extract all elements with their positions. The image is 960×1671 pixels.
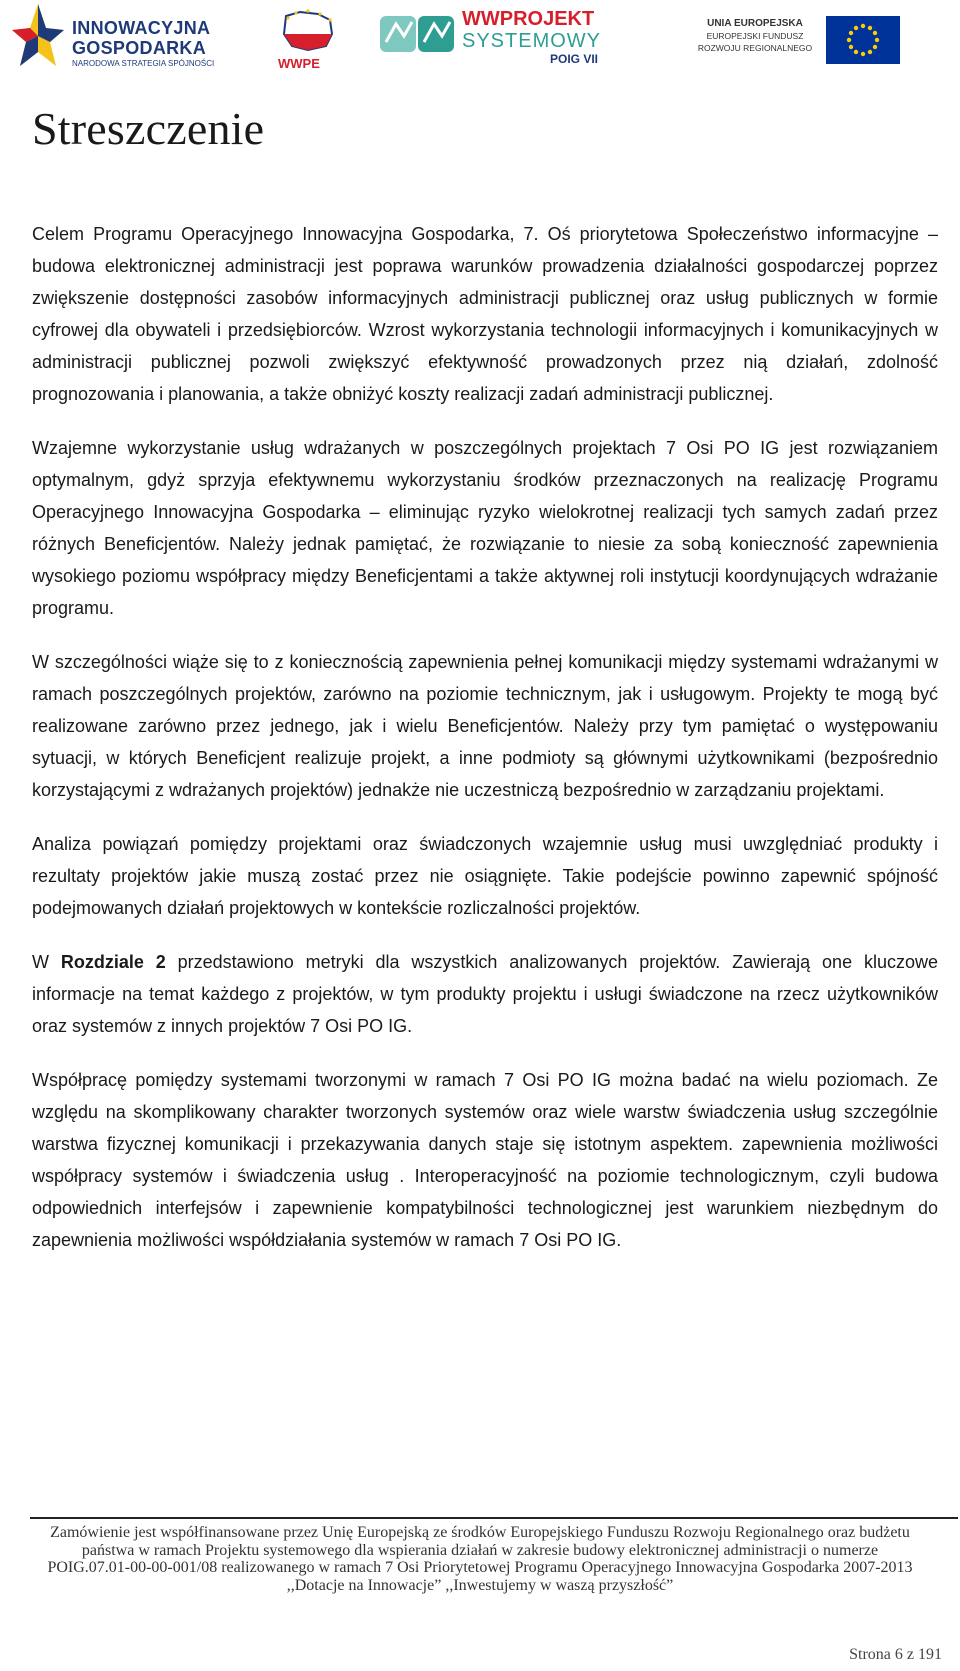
wwp-logo-line1: WWPROJEKT [462,8,595,30]
wwp-logo-line2: SYSTEMOWY [462,30,602,52]
paragraph-6: Współpracę pomiędzy systemami tworzonymi w ramach 7 Osi PO IG można badać na wielu poziomach. Ze względu na skomplikowany charakter tworzonych systemów oraz wiele warstw świadczenia usług szczególnie warstwa fizycznej komunikacji i przekazywania danych staje się istotnym aspektem. zapewnienia możliwości współpracy systemów i świadczenia usług . Interoperacyjność na poziomie technologicznym, czyli budowa odpowiednich interfejsów i zapewnienie kompatybilności technologicznej jest warunkiem niezbędnym do zapewnienia możliwości współdziałania systemów w ramach 7 Osi PO IG. [32,1070,938,1250]
page-number: Strona 6 z 191 [849,1646,942,1663]
poland-map-icon [278,8,338,52]
paragraph-2: Wzajemne wykorzystanie usług wdrażanych w poszczególnych projektach 7 Osi PO IG jest rozwiązaniem optymalnym, gdyż sprzyja efektywnemu wykorzystaniu środków przeznaczonych na realizację Programu Operacyjnego Innowacyjna Gospodarka – eliminując ryzyko wielokrotnej realizacji tych samych zadań przez różnych Beneficjentów. Należy jednak pamiętać, że rozwiązanie to niesie za sobą konieczność zapewnienia wysokiego poziomu współpracy między Beneficjentami a także aktywnej roli instytucji koordynujących wdrażanie programu. [32,438,938,618]
paragraph-5 [32,946,938,1042]
footer-divider [30,1517,958,1519]
wwpe-logo-text: WWPE [278,56,320,71]
ig-logo-line1: INNOWACYJNA [72,18,211,38]
paragraph-3: W szczególności wiąże się to z koniecznością zapewnienia pełnej komunikacji między systemami wdrażanymi w ramach poszczególnych projektów, zarówno na poziomie technicznym, jak i usługowym. Projekty te mogą być realizowane zarówno przez jednego, jak i wielu Beneficjentów. Należy przy tym pamiętać o występowaniu sytuacji, w których Beneficjent realizuje projekt, a inne podmioty są głównymi użytkownikami (bezpośrednio korzystającymi z wdrażanych projektów) jednakże nie uczestniczą bezpośrednio w zarządzaniu projektami. [32,652,938,800]
innowacyjna-gospodarka-logo [8,2,233,72]
document-body [32,218,938,1278]
eu-logo-line3: ROZWOJU REGIONALNEGO [697,43,813,53]
ig-logo-line2: GOSPODARKA [72,38,207,58]
page-title: Streszczenie [32,103,265,154]
paragraph-5-rest: przedstawiono metryki dla wszystkich analizowanych projektów. Zawierają one kluczowe informacje na temat każdego z projektów, w tym produkty projektu i usługi świadczone na rzecz użytkowników oraz systemów z innych projektów 7 Osi PO IG. [32,952,938,1036]
paragraph-5-lead: W [32,952,61,972]
eu-logo-line1: UNIA EUROPEJSKA [707,18,803,29]
eu-logo [690,16,940,64]
wwp-projekt-logo [380,6,625,70]
paragraph-1: Celem Programu Operacyjnego Innowacyjna Gospodarka, 7. Oś priorytetowa Społeczeństwo informacyjne – budowa elektronicznej administracji jest poprawa warunków prowadzenia działalności gospodarczej poprzez zwiększenie dostępności zasobów informacyjnych administracji publicznej oraz usług publicznych w formie cyfrowej dla obywateli i przedsiębiorców. Wzrost wykorzystania technologii informacyjnych i komunikacyjnych w administracji publicznej pozwoli zwiększyć efektywność prowadzonych przez nią działań, zdolność prognozowania i planowania, a także obniżyć koszty realizacji zadań administracji publicznej. [32,224,938,404]
eu-flag-icon [826,16,900,64]
paragraph-4: Analiza powiązań pomiędzy projektami oraz świadczonych wzajemnie usług musi uwzględniać produkty i rezultaty projektów jakie muszą zostać przez nie osiągnięte. Takie podejście powinno zapewnić spójność podejmowanych działań projektowych w kontekście rozliczalności projektów. [32,834,938,918]
eu-logo-line2: EUROPEJSKI FUNDUSZ [706,31,804,41]
star-emblem-icon [8,2,66,72]
ig-logo-line3: NARODOWA STRATEGIA SPÓJNOŚCI [72,59,215,68]
wwpe-logo [274,8,344,72]
header-logos [0,0,960,80]
wwp-mark-icon [380,12,456,56]
wwp-logo-line3: POIG VII [550,52,599,66]
footer-funding-note: Zamówienie jest współfinansowane przez Unię Europejską ze środków Europejskiego Funduszu Rozwoju Regionalnego oraz budżetu państwa w ramach Projektu systemowego dla wspierania działań w zakresie budowy elektronicznej administracji o numerze POIG.07.01-00-00-001/08 realizowanego w ramach 7 Osi Priorytetowej Programu Operacyjnego Innowacyjna Gospodarka 2007-2013 ,,Dotacje na Innowacje” ,,Inwestujemy w waszą przyszłość” [47,1524,913,1594]
chapter-reference: Rozdziale 2 [60,952,166,972]
